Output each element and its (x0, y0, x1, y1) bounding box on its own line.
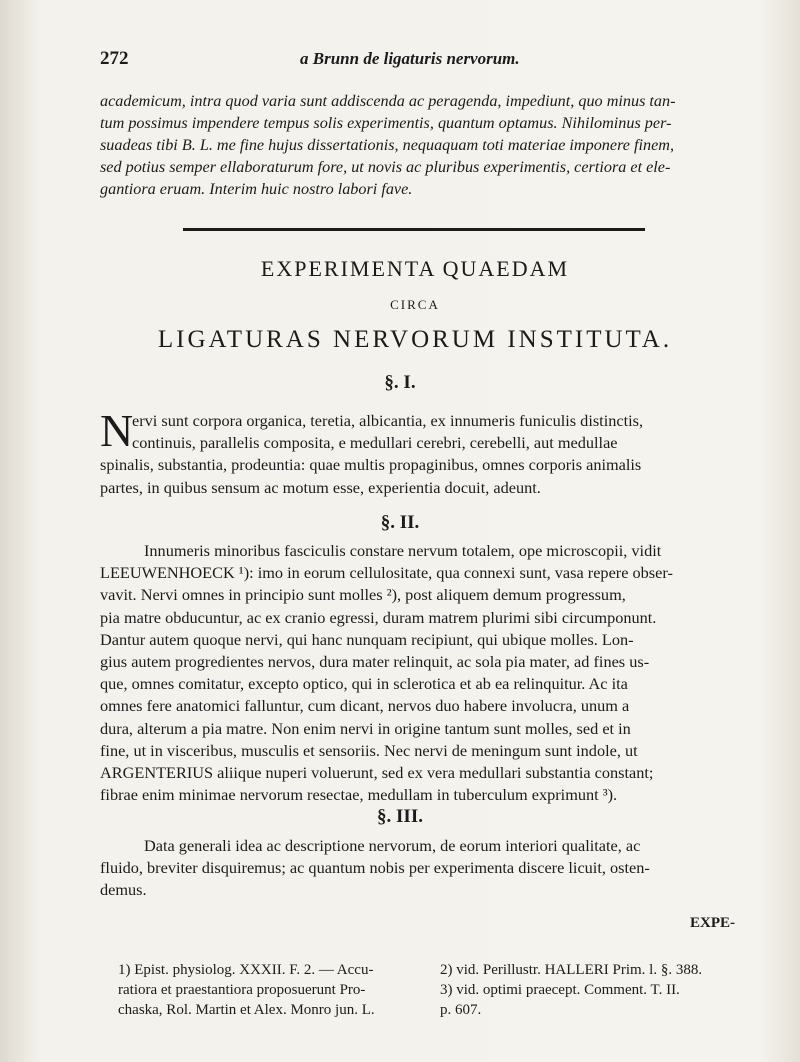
footnote-line: ratiora et praestantiora proposuerunt Pro- (118, 982, 366, 998)
chapter-title-line-3: LIGATURAS NERVORUM INSTITUTA. (157, 326, 673, 353)
intro-paragraph (100, 90, 740, 200)
text-line: Innumeris minoribus fasciculis constare nervum totalem, ope microscopii, vidit (144, 541, 662, 560)
text-line: ervi sunt corpora organica, teretia, albicantia, ex innumeris funiculis distinctis, (132, 411, 644, 430)
divider-rule (183, 228, 645, 231)
text-line: partes, in quibus sensum ac motum esse, experientia docuit, adeunt. (100, 477, 541, 497)
text-line: LEEUWENHOECK ¹): imo in eorum cellulositate, qua connexi sunt, vasa repere obser- (100, 563, 673, 583)
text-line: vavit. Nervi omnes in principio sunt molles ²), post aliquem demum progressum, (100, 585, 626, 605)
section-3-paragraph (100, 835, 740, 902)
text-line: suadeas tibi B. L. me fine hujus dissertationis, nequaquam toti materiae imponere finem, (100, 136, 675, 154)
text-line: Data generali idea ac descriptione nervorum, de eorum interiori qualitate, ac (144, 836, 641, 855)
footnote-line: 3) vid. optimi praecept. Comment. T. II. (440, 982, 680, 998)
footnotes-right (440, 960, 702, 1020)
text-line: continuis, parallelis composita, e medullari cerebri, cerebelli, aut medullae (132, 433, 618, 453)
text-line: ARGENTERIUS aliique nuperi voluerunt, sed ex vera medullari substantia constant; (100, 763, 654, 783)
footnote-line: 2) vid. Perillustr. HALLERI Prim. l. §. 388. (440, 962, 703, 978)
text-line: academicum, intra quod varia sunt addiscenda ac peragenda, impediunt, quo minus tan- (100, 92, 676, 110)
section-2-paragraph (100, 540, 740, 806)
page-number: 272 (100, 48, 129, 69)
text-line: demus. (100, 880, 147, 900)
drop-cap: N (100, 405, 134, 456)
text-line: pia matre obducuntur, ac ex cranio egressi, duram matrem plurimi sibi circumponunt. (100, 607, 657, 627)
text-line: omnes fere anatomici falluntur, cum dicant, nervos duo habere involucra, unum a (100, 696, 630, 716)
text-line: Dantur autem quoque nervi, qui hanc nunquam recipiunt, qui ubique molles. Lon- (100, 629, 634, 649)
catchword: EXPE- (690, 915, 735, 931)
section-heading-2: §. II. (380, 512, 420, 533)
text-line: fibrae enim minimae nervorum resectae, medullam in tuberculum exprimunt ³). (100, 785, 618, 805)
footnote-line: chaska, Rol. Martin et Alex. Monro jun. L. (118, 1002, 375, 1018)
text-line: gius autem progredientes nervos, dura mater relinquit, ac sola pia mater, ad fines us- (100, 652, 650, 672)
footnotes-left (118, 960, 375, 1020)
text-line: sed potius semper ellaboraturum fore, ut novis ac pluribus experimentis, certiora et ele- (100, 158, 671, 176)
page-header (100, 48, 740, 74)
section-heading-1: §. I. (384, 372, 416, 393)
text-line: fluido, breviter disquiremus; ac quantum nobis per experimenta discere licuit, osten- (100, 858, 650, 878)
text-line: que, omnes comitatur, excepto optico, qui in sclerotica et ab ea relinquitur. Ac ita (100, 674, 628, 694)
section-1-paragraph (100, 405, 740, 499)
footnote-line: p. 607. (440, 1002, 482, 1018)
footnote-line: 1) Epist. physiolog. XXXII. F. 2. — Accu- (118, 962, 374, 978)
chapter-title-line-1: EXPERIMENTA QUAEDAM (260, 256, 570, 281)
text-line: fine, ut in visceribus, musculis et sensoriis. Nec nervi de meningum sunt indole, ut (100, 740, 638, 760)
text-line: gantiora eruam. Interim huic nostro labori fave. (100, 180, 413, 198)
text-line: tum possimus impendere tempus solis experimentis, quantum optamus. Nihilominus per- (100, 114, 672, 132)
text-line: spinalis, substantia, prodeuntia: quae multis propaginibus, omnes corporis animalis (100, 455, 642, 475)
running-title: a Brunn de ligaturis nervorum. (300, 49, 520, 68)
section-heading-3: §. III. (377, 806, 423, 827)
text-line: dura, alterum a pia matre. Non enim nervi in origine tantum sunt molles, sed et in (100, 718, 631, 738)
chapter-title-line-2: CIRCA (390, 297, 440, 312)
